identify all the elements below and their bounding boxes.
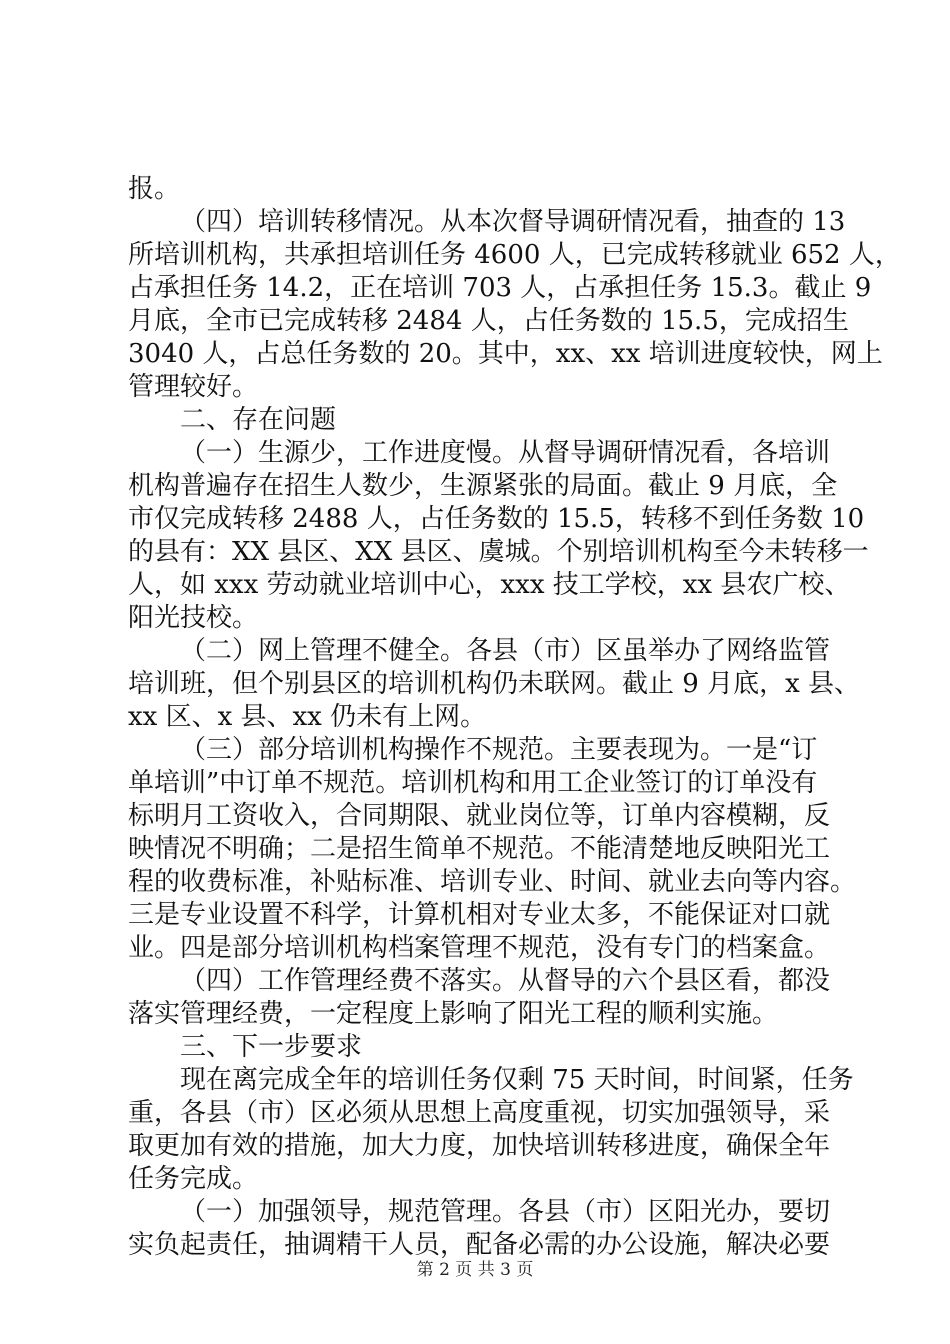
text-line: （一）生源少，工作进度慢。从督导调研情况看，各培训 <box>180 438 831 468</box>
text-line: 阳光技校。 <box>128 603 259 633</box>
text-line: 占承担任务 14.2，正在培训 703 人，占承担任务 15.3。截止 9 <box>128 273 872 303</box>
text-line: （一）加强领导，规范管理。各县（市）区阳光办，要切 <box>180 1197 831 1227</box>
text-line: （二）网上管理不健全。各县（市）区虽举办了网络监管 <box>180 636 831 666</box>
text-line: 单培训”中订单不规范。培训机构和用工企业签订的订单没有 <box>128 768 818 798</box>
text-line: 机构普遍存在招生人数少，生源紧张的局面。截止 9 月底，全 <box>128 471 838 501</box>
text-line: 月底，全市已完成转移 2484 人，占任务数的 15.5，完成招生 <box>128 306 849 336</box>
text-line: 人，如 xxx 劳动就业培训中心，xxx 技工学校，xx 县农广校、 <box>128 570 851 600</box>
text-line: （四）培训转移情况。从本次督导调研情况看，抽查的 13 <box>180 207 846 237</box>
text-line: 三是专业设置不科学，计算机相对专业太多，不能保证对口就 <box>128 900 831 930</box>
text-line: 取更加有效的措施，加大力度，加快培训转移进度，确保全年 <box>128 1131 831 1161</box>
text-line: 所培训机构，共承担培训任务 4600 人，已完成转移就业 652 人， <box>128 240 901 270</box>
text-line: 实负起责任，抽调精干人员，配备必需的办公设施，解决必要 <box>128 1230 831 1260</box>
text-line: （四）工作管理经费不落实。从督导的六个县区看，都没 <box>180 966 831 996</box>
text-line: 业。四是部分培训机构档案管理不规范，没有专门的档案盒。 <box>128 933 831 963</box>
text-line: 现在离完成全年的培训任务仅剩 75 天时间，时间紧，任务 <box>180 1065 854 1095</box>
text-line: 报。 <box>128 174 181 204</box>
text-line: 标明月工资收入，合同期限、就业岗位等，订单内容模糊，反 <box>128 801 831 831</box>
text-line: 培训班，但个别县区的培训机构仍未联网。截止 9 月底，x 县、 <box>128 669 860 699</box>
page-footer: 第 2 页 共 3 页 <box>416 1260 534 1280</box>
text-line: 映情况不明确；二是招生简单不规范。不能清楚地反映阳光工 <box>128 834 831 864</box>
text-line: 落实管理经费，一定程度上影响了阳光工程的顺利实施。 <box>128 999 779 1029</box>
text-line: xx 区、x 县、xx 仍未有上网。 <box>128 702 487 732</box>
text-line: 的县有：XX 县区、XX 县区、虞城。个别培训机构至今未转移一 <box>128 537 869 567</box>
text-line: （三）部分培训机构操作不规范。主要表现为。一是“订 <box>180 735 818 765</box>
text-line: 市仅完成转移 2488 人，占任务数的 15.5，转移不到任务数 10 <box>128 504 865 534</box>
text-line: 重，各县（市）区必须从思想上高度重视，切实加强领导，采 <box>128 1098 831 1128</box>
text-line: 任务完成。 <box>128 1164 259 1194</box>
text-line: 程的收费标准，补贴标准、培训专业、时间、就业去向等内容。 <box>128 867 857 897</box>
text-line: 管理较好。 <box>128 372 259 402</box>
section-heading: 三、下一步要求 <box>180 1032 363 1062</box>
text-line: 3040 人，占总任务数的 20。其中，xx、xx 培训进度较快，网上 <box>128 339 883 369</box>
section-heading: 二、存在问题 <box>180 405 337 435</box>
